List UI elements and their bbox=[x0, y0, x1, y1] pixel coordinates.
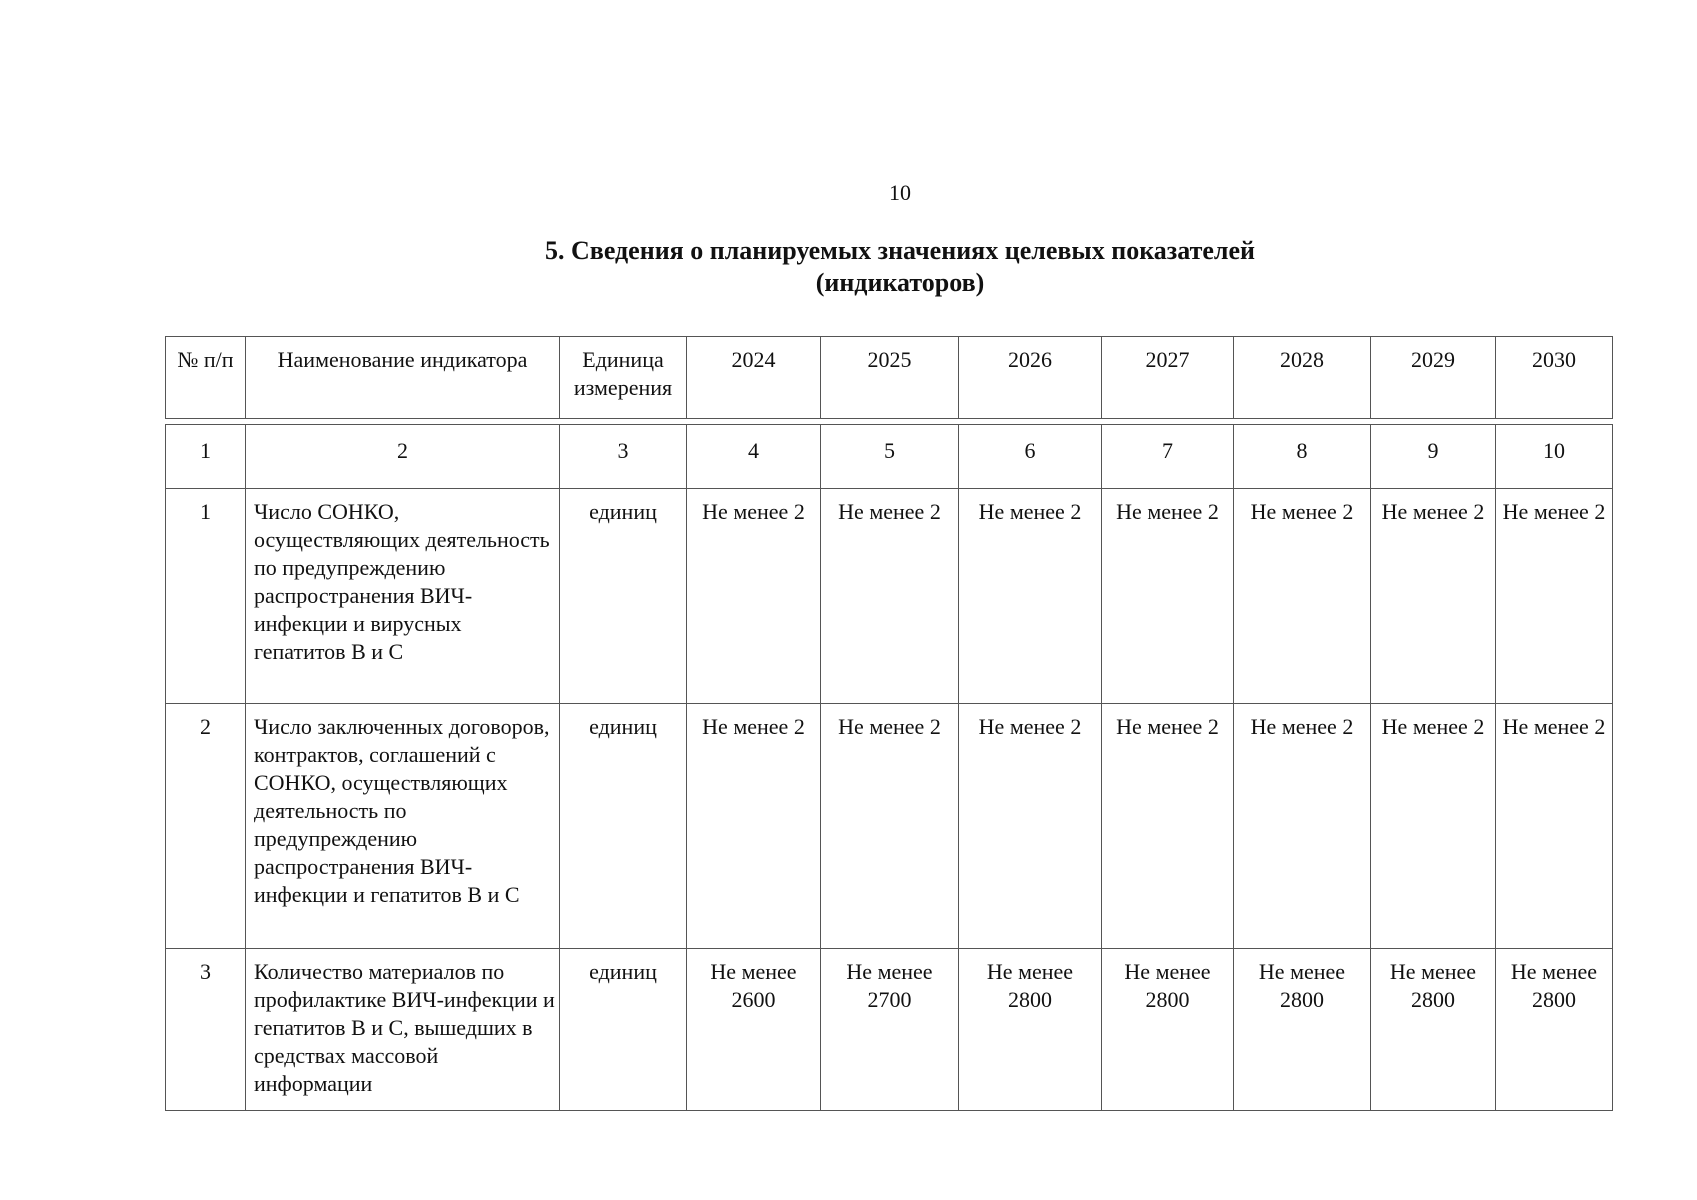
value-2027: Не менее 2800 bbox=[1102, 949, 1234, 1111]
header-year-2029: 2029 bbox=[1371, 337, 1496, 419]
column-number: 2 bbox=[246, 425, 560, 489]
column-numbers-row bbox=[166, 425, 1613, 489]
header-year-2026: 2026 bbox=[959, 337, 1102, 419]
row-number: 3 bbox=[166, 949, 246, 1111]
indicator-name: Число заключенных договоров, контрактов, соглашений с СОНКО, осуществляющих деятельность по предупреждению распространения ВИЧ-инфекции и гепатитов В и С bbox=[246, 704, 560, 949]
header-year-2028: 2028 bbox=[1234, 337, 1371, 419]
indicator-unit: единиц bbox=[560, 489, 687, 704]
row-number: 2 bbox=[166, 704, 246, 949]
value-2028: Не менее 2 bbox=[1234, 489, 1371, 704]
value-2028: Не менее 2800 bbox=[1234, 949, 1371, 1111]
column-number: 7 bbox=[1102, 425, 1234, 489]
header-num: № п/п bbox=[166, 337, 246, 419]
indicator-unit: единиц bbox=[560, 704, 687, 949]
value-2026: Не менее 2800 bbox=[959, 949, 1102, 1111]
value-2027: Не менее 2 bbox=[1102, 704, 1234, 949]
section-title-line-1: 5. Сведения о планируемых значениях целевых показателей bbox=[545, 236, 1255, 265]
section-title-line-2: (индикаторов) bbox=[815, 268, 985, 297]
indicators-body-table bbox=[165, 424, 1613, 1111]
header-year-2027: 2027 bbox=[1102, 337, 1234, 419]
header-year-2024: 2024 bbox=[687, 337, 821, 419]
value-2026: Не менее 2 bbox=[959, 704, 1102, 949]
value-2024: Не менее 2 bbox=[687, 489, 821, 704]
header-year-2030: 2030 bbox=[1496, 337, 1613, 419]
column-number: 9 bbox=[1371, 425, 1496, 489]
header-unit-line-1: Единица bbox=[582, 347, 664, 372]
value-2029: Не менее 2 bbox=[1371, 704, 1496, 949]
column-number: 5 bbox=[821, 425, 959, 489]
value-2025: Не менее 2700 bbox=[821, 949, 959, 1111]
value-2030: Не менее 2800 bbox=[1496, 949, 1613, 1111]
value-2027: Не менее 2 bbox=[1102, 489, 1234, 704]
header-unit-line-2: измерения bbox=[573, 375, 673, 400]
indicator-name: Число СОНКО, осуществляющих деятельность по предупреждению распространения ВИЧ-инфекции и вирусных гепатитов В и С bbox=[246, 489, 560, 704]
header-name: Наименование индикатора bbox=[246, 337, 560, 419]
value-2029: Не менее 2800 bbox=[1371, 949, 1496, 1111]
column-number: 8 bbox=[1234, 425, 1371, 489]
value-2024: Не менее 2 bbox=[687, 704, 821, 949]
table-row bbox=[166, 489, 1613, 704]
row-number: 1 bbox=[166, 489, 246, 704]
table-row bbox=[166, 949, 1613, 1111]
indicator-unit: единиц bbox=[560, 949, 687, 1111]
table-row bbox=[166, 704, 1613, 949]
indicators-header-table bbox=[165, 336, 1613, 419]
column-number: 3 bbox=[560, 425, 687, 489]
value-2028: Не менее 2 bbox=[1234, 704, 1371, 949]
column-number: 1 bbox=[166, 425, 246, 489]
column-number: 6 bbox=[959, 425, 1102, 489]
value-2025: Не менее 2 bbox=[821, 489, 959, 704]
column-number: 10 bbox=[1496, 425, 1613, 489]
section-title bbox=[0, 235, 1697, 299]
header-year-2025: 2025 bbox=[821, 337, 959, 419]
header-unit bbox=[560, 337, 687, 419]
page-number: 10 bbox=[889, 180, 911, 205]
value-2024: Не менее 2600 bbox=[687, 949, 821, 1111]
value-2026: Не менее 2 bbox=[959, 489, 1102, 704]
value-2029: Не менее 2 bbox=[1371, 489, 1496, 704]
indicator-name: Количество материалов по профилактике ВИЧ-инфекции и гепатитов В и С, вышедших в средствах массовой информации bbox=[246, 949, 560, 1111]
column-number: 4 bbox=[687, 425, 821, 489]
value-2030: Не менее 2 bbox=[1496, 489, 1613, 704]
value-2030: Не менее 2 bbox=[1496, 704, 1613, 949]
value-2025: Не менее 2 bbox=[821, 704, 959, 949]
header-row bbox=[166, 337, 1613, 419]
